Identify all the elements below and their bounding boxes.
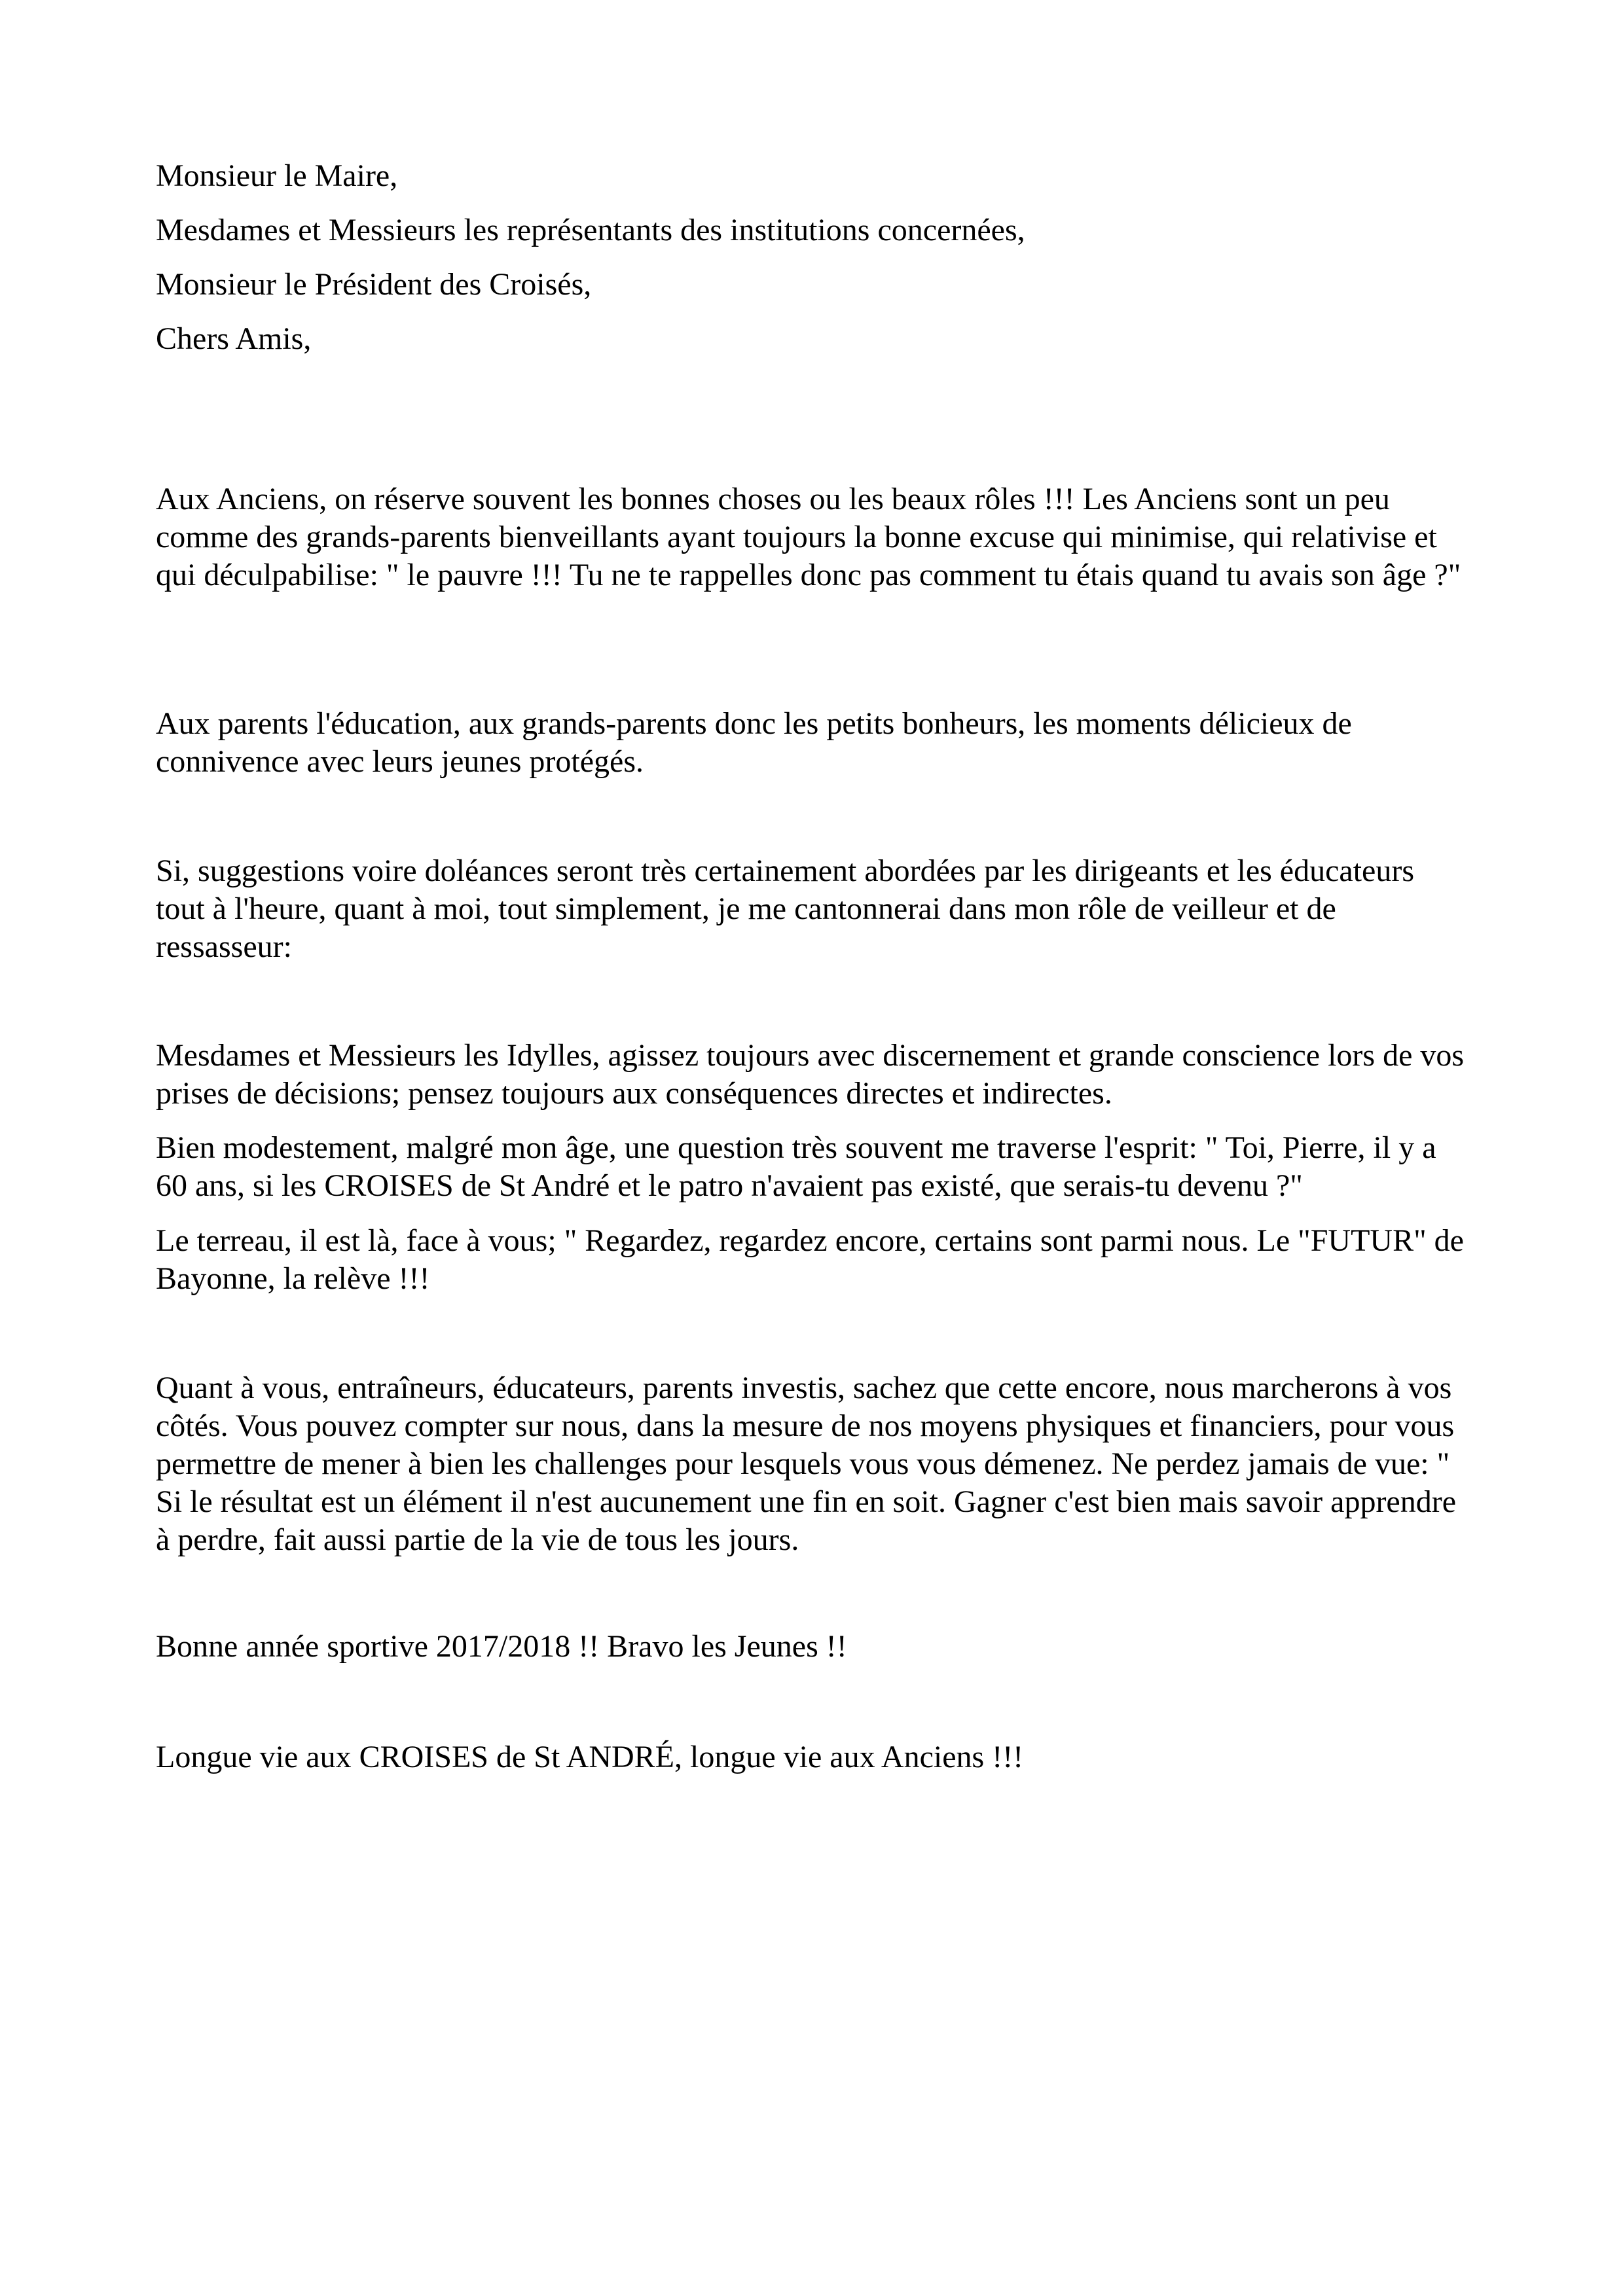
paragraph-suggestions: Si, suggestions voire doléances seront très certainement abordées par les dirigeants et les éducateurs tout à l'heure, quant à moi, tout simplement, je me cantonnerai dans mon rôle de veilleur et de ressasseur: bbox=[156, 853, 1415, 964]
paragraph-terreau: Le terreau, il est là, face à vous; " Regardez, regardez encore, certains sont parmi nous. Le "FUTUR" de Bayonne, la relève !!! bbox=[156, 1223, 1464, 1296]
salutation-mayor: Monsieur le Maire, bbox=[156, 158, 398, 193]
paragraph-parents: Aux parents l'éducation, aux grands-parents donc les petits bonheurs, les moments délicieux de connivence avec leurs jeunes protégés. bbox=[156, 706, 1352, 779]
paragraph-anciens: Aux Anciens, on réserve souvent les bonnes choses ou les beaux rôles !!! Les Anciens sont un peu comme des grands-parents bienveillants ayant toujours la bonne excuse qui minimise, qui relativise et qui déculpabilise: " le pauvre !!! Tu ne te rappelles donc pas comment tu étais quand tu avais son âge ?" bbox=[156, 482, 1461, 592]
salutation-institutions: Mesdames et Messieurs les représentants des institutions concernées, bbox=[156, 213, 1025, 247]
salutation-friends: Chers Amis, bbox=[156, 321, 312, 356]
paragraph-idylles: Mesdames et Messieurs les Idylles, agissez toujours avec discernement et grande conscience lors de vos prises de décisions; pensez toujours aux conséquences directes et indirectes. bbox=[156, 1038, 1465, 1111]
paragraph-longue-vie: Longue vie aux CROISES de St ANDRÉ, longue vie aux Anciens !!! bbox=[156, 1740, 1024, 1774]
paragraph-educateurs: Quant à vous, entraîneurs, éducateurs, parents investis, sachez que cette encore, nous marcherons à vos côtés. Vous pouvez compter sur nous, dans la mesure de nos moyens physiques et financiers, pour vous permettre de mener à bien les challenges pour lesquels vous vous démenez. Ne perdez jamais de vue: " Si le résultat est un élément il n'est aucunement une fin en soit. Gagner c'est bien mais savoir apprendre à perdre, fait aussi partie de la vie de tous les jours. bbox=[156, 1371, 1457, 1557]
paragraph-question: Bien modestement, malgré mon âge, une question très souvent me traverse l'esprit: " Toi, Pierre, il y a 60 ans, si les CROISES de St André et le patro n'avaient pas existé, que serais-tu devenu ?" bbox=[156, 1130, 1436, 1203]
salutation-president: Monsieur le Président des Croisés, bbox=[156, 267, 592, 302]
paragraph-bonne-annee: Bonne année sportive 2017/2018 !! Bravo les Jeunes !! bbox=[156, 1629, 847, 1664]
